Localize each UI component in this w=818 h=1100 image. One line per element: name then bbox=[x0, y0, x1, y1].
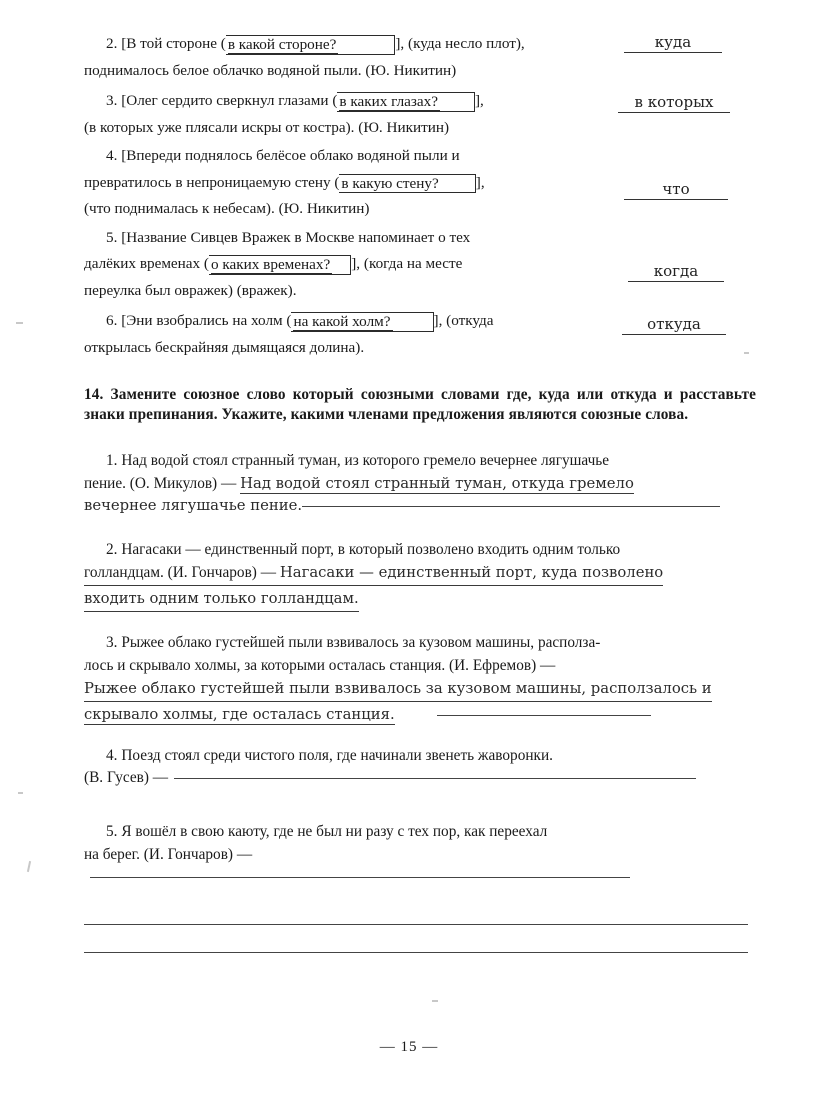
exercise-5-answer: когда bbox=[628, 262, 724, 282]
item-4-line-2: (В. Гусев) — bbox=[84, 767, 756, 789]
exercise-2-answer: куда bbox=[624, 33, 722, 53]
item-3-answer-rule[interactable] bbox=[437, 715, 651, 716]
item-2-line-2: голландцам. (И. Гончаров) — Нагасаки — единственный порт, куда позволено bbox=[84, 562, 663, 586]
item-3-line-1: 3. Рыжее облако густейшей пыли взвивалось за кузовом машины, располза- bbox=[106, 634, 601, 652]
item-3-number: 3. bbox=[106, 634, 118, 652]
scan-speck bbox=[18, 792, 23, 794]
item-1-line-1: 1. Над водой стоял странный туман, из которого гремело вечернее лягушачье bbox=[106, 452, 610, 470]
exercise-4-answer: что bbox=[624, 180, 728, 200]
task-14-item-4 bbox=[84, 745, 756, 790]
exercise-6-number: 6. bbox=[106, 312, 118, 330]
exercise-5-line-1: 5. [Название Сивцев Вражек в Москве напоминает о тех bbox=[106, 228, 471, 246]
task-14-heading bbox=[84, 385, 756, 424]
exercise-6-text-post: ], (откуда bbox=[433, 312, 494, 330]
exercise-5-number: 5. bbox=[106, 228, 118, 246]
item-3-line-2: лось и скрывало холмы, за которыми осталась станция. (И. Ефремов) — bbox=[84, 656, 556, 674]
item-1-number: 1. bbox=[106, 452, 118, 470]
task-14-item-2 bbox=[84, 539, 756, 612]
scan-speck bbox=[16, 322, 23, 324]
exercise-4-question-box: в какую стену? bbox=[339, 174, 475, 194]
exercise-4-text-post: ], bbox=[475, 173, 485, 191]
item-5-answer-rule-1[interactable] bbox=[90, 877, 630, 878]
item-1-handwriting-2: вечернее лягушачье пение. bbox=[84, 497, 303, 514]
exercise-4-line-3: (что поднималась к небесам). (Ю. Никитин) bbox=[84, 200, 370, 218]
item-5-number: 5. bbox=[106, 823, 118, 841]
item-1-answer-rule[interactable] bbox=[302, 506, 720, 507]
exercise-6-line-2: открылась бескрайняя дымящаяся долина). bbox=[84, 338, 365, 356]
scan-speck bbox=[432, 1000, 438, 1002]
exercise-6-text-pre: [Эни взобрались на холм ( bbox=[121, 312, 292, 330]
item-1-line-2: пение. (О. Микулов) — Над водой стоял странный туман, откуда гремело bbox=[84, 474, 634, 492]
item-2-handwriting-1: Нагасаки — единственный порт, куда позволено bbox=[279, 563, 664, 581]
exercise-5-line-3: переулка был овражек) (вражек). bbox=[84, 281, 297, 299]
task-14-item-1 bbox=[84, 450, 756, 517]
item-3-handwriting-1: Рыжее облако густейшей пыли взвивалось за кузовом машины, расползалось и bbox=[84, 679, 712, 697]
item-2-handwriting-2: входить одним только голландцам. bbox=[84, 589, 359, 607]
item-4-answer-rule[interactable] bbox=[174, 778, 696, 779]
page-number: — 15 — bbox=[379, 1039, 439, 1055]
exercise-3-answer: в которых bbox=[618, 93, 730, 113]
task-14-text: Замените союзное слово который союзными словами где, куда или откуда и расставьте знаки препинания. Укажите, какими членами предложения являются союзные слова. bbox=[84, 386, 756, 423]
exercise-5-question-box: о каких временах? bbox=[209, 255, 351, 275]
task-14-item-5 bbox=[84, 821, 756, 953]
item-2-line-3 bbox=[84, 588, 359, 612]
exercise-3-question-box: в каких глазах? bbox=[337, 92, 475, 112]
exercise-3-number: 3. bbox=[106, 92, 118, 110]
item-1-line-3 bbox=[84, 495, 756, 517]
item-5-answer-rule-2[interactable] bbox=[84, 907, 748, 925]
item-5-line-2: на берег. (И. Гончаров) — bbox=[84, 844, 756, 889]
exercise-5-text-post: ], (когда на месте bbox=[351, 254, 463, 272]
scan-speck bbox=[744, 352, 749, 354]
item-3-handwriting-2: скрывало холмы, где осталась станция. bbox=[84, 706, 395, 724]
exercise-2-line-2: поднималось белое облачко водяной пыли. (Ю. Никитин) bbox=[84, 61, 457, 79]
exercise-2-text-post: ], (куда несло плот), bbox=[395, 35, 525, 52]
item-3-line-3 bbox=[84, 678, 712, 702]
item-1-handwriting-1: Над водой стоял странный туман, откуда гремело bbox=[240, 474, 634, 492]
exercise-4-number: 4. bbox=[106, 147, 118, 165]
exercise-6-answer: откуда bbox=[622, 315, 726, 335]
exercise-4-text-pre: превратилось в непроницаемую стену ( bbox=[84, 173, 340, 191]
item-5-line-1: 5. Я вошёл в свою каюту, где не был ни разу с тех пор, как переехал bbox=[106, 823, 548, 841]
exercise-2-number: 2. bbox=[106, 35, 118, 52]
exercise-2-question-box: в какой стороне? bbox=[226, 35, 396, 55]
item-5-answer-rule-3[interactable] bbox=[84, 935, 748, 953]
item-3-line-4 bbox=[84, 704, 756, 726]
exercise-2-text-pre: [В той стороне ( bbox=[121, 35, 226, 52]
task-14-number: 14. bbox=[84, 386, 104, 404]
exercise-3-line-2: (в которых уже плясали искры от костра). (Ю. Никитин) bbox=[84, 119, 450, 137]
item-2-number: 2. bbox=[106, 541, 118, 559]
exercise-5-text-pre: далёких временах ( bbox=[84, 254, 209, 272]
exercise-6-question-box: на какой холм? bbox=[291, 312, 433, 332]
exercise-3-text-pre: [Олег сердито сверкнул глазами ( bbox=[121, 92, 338, 110]
task-14-item-3 bbox=[84, 632, 756, 726]
item-4-number: 4. bbox=[106, 746, 118, 764]
exercise-4-line-1: 4. [Впереди поднялось белёсое облако водяной пыли и bbox=[106, 147, 460, 165]
exercise-3-text-post: ], bbox=[475, 92, 484, 110]
item-4-line-1: 4. Поезд стоял среди чистого поля, где начинали звенеть жаворонки. bbox=[106, 746, 553, 764]
scan-speck bbox=[27, 861, 31, 872]
item-2-line-1: 2. Нагасаки — единственный порт, в который позволено входить одним только bbox=[106, 541, 621, 559]
